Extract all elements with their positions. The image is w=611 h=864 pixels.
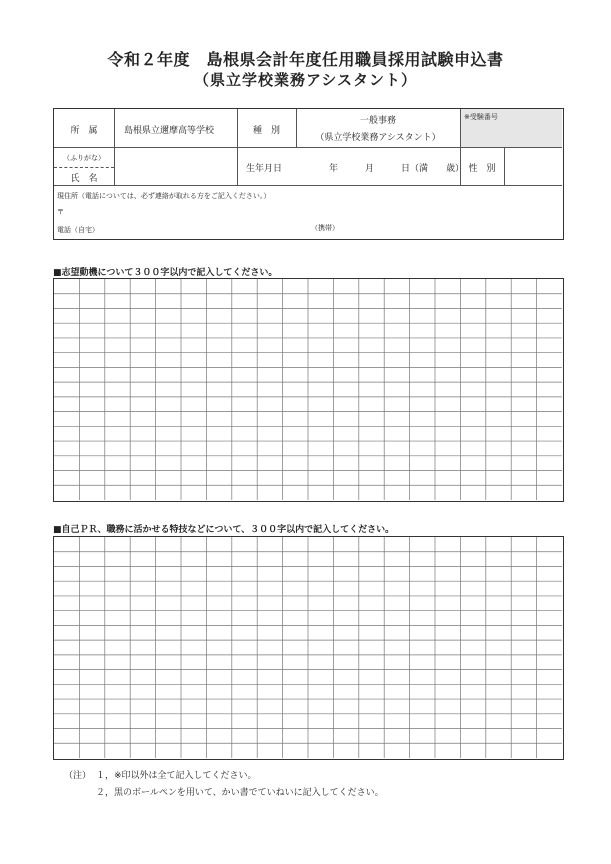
col-divider bbox=[114, 109, 115, 185]
col-divider bbox=[237, 109, 238, 185]
note-1: １，※印以外は全て記入してください。 bbox=[96, 771, 257, 781]
type-value-line1: 一般事務 bbox=[359, 116, 396, 126]
postal-mark: 〒 bbox=[57, 208, 64, 216]
row-divider bbox=[54, 147, 562, 148]
motivation-heading: ■志望動機について３００字以内で記入してください。 bbox=[53, 268, 278, 278]
furigana-label: （ふりがな） bbox=[63, 154, 105, 162]
gender-label: 性 別 bbox=[468, 164, 496, 174]
col-divider bbox=[504, 147, 505, 185]
phone-mobile-label: （携帯） bbox=[311, 224, 339, 232]
name-label: 氏 名 bbox=[70, 174, 98, 184]
grid-lines bbox=[54, 537, 562, 758]
type-label: 種 別 bbox=[252, 126, 280, 136]
furigana-divider bbox=[54, 167, 114, 168]
affiliation-value: 島根県立邇摩高等学校 bbox=[124, 126, 215, 136]
note-2: ２，黒のボールペンを用いて、かい書でていねいに記入してください。 bbox=[96, 788, 384, 798]
birthdate-value: 年 月 日（満 歳） bbox=[329, 164, 465, 174]
type-value-line2: （県立学校業務アシスタント） bbox=[315, 133, 441, 143]
form-title: 令和２年度 島根県会計年度任用職員採用試験申込書 bbox=[107, 50, 504, 69]
applicant-info-table bbox=[53, 108, 564, 240]
grid-lines bbox=[54, 279, 562, 500]
phone-home-label: 電話（自宅） bbox=[57, 226, 99, 234]
form-subtitle: （県立学校業務アシスタント） bbox=[194, 71, 417, 89]
birthdate-label: 生年月日 bbox=[246, 164, 283, 174]
pr-heading: ■自己ＰＲ、職務に活かせる特技などについて、３００字以内で記入してください。 bbox=[53, 525, 395, 535]
row-divider bbox=[54, 185, 562, 186]
note-label: （注） bbox=[64, 771, 92, 781]
address-label: 現住所（電話については、必ず連絡が取れる方をご記入ください。） bbox=[57, 192, 271, 200]
motivation-grid[interactable] bbox=[53, 278, 564, 502]
self-pr-grid[interactable] bbox=[53, 536, 564, 760]
affiliation-label: 所 属 bbox=[70, 126, 98, 136]
exam-number-label: ※受験番号 bbox=[464, 113, 498, 121]
